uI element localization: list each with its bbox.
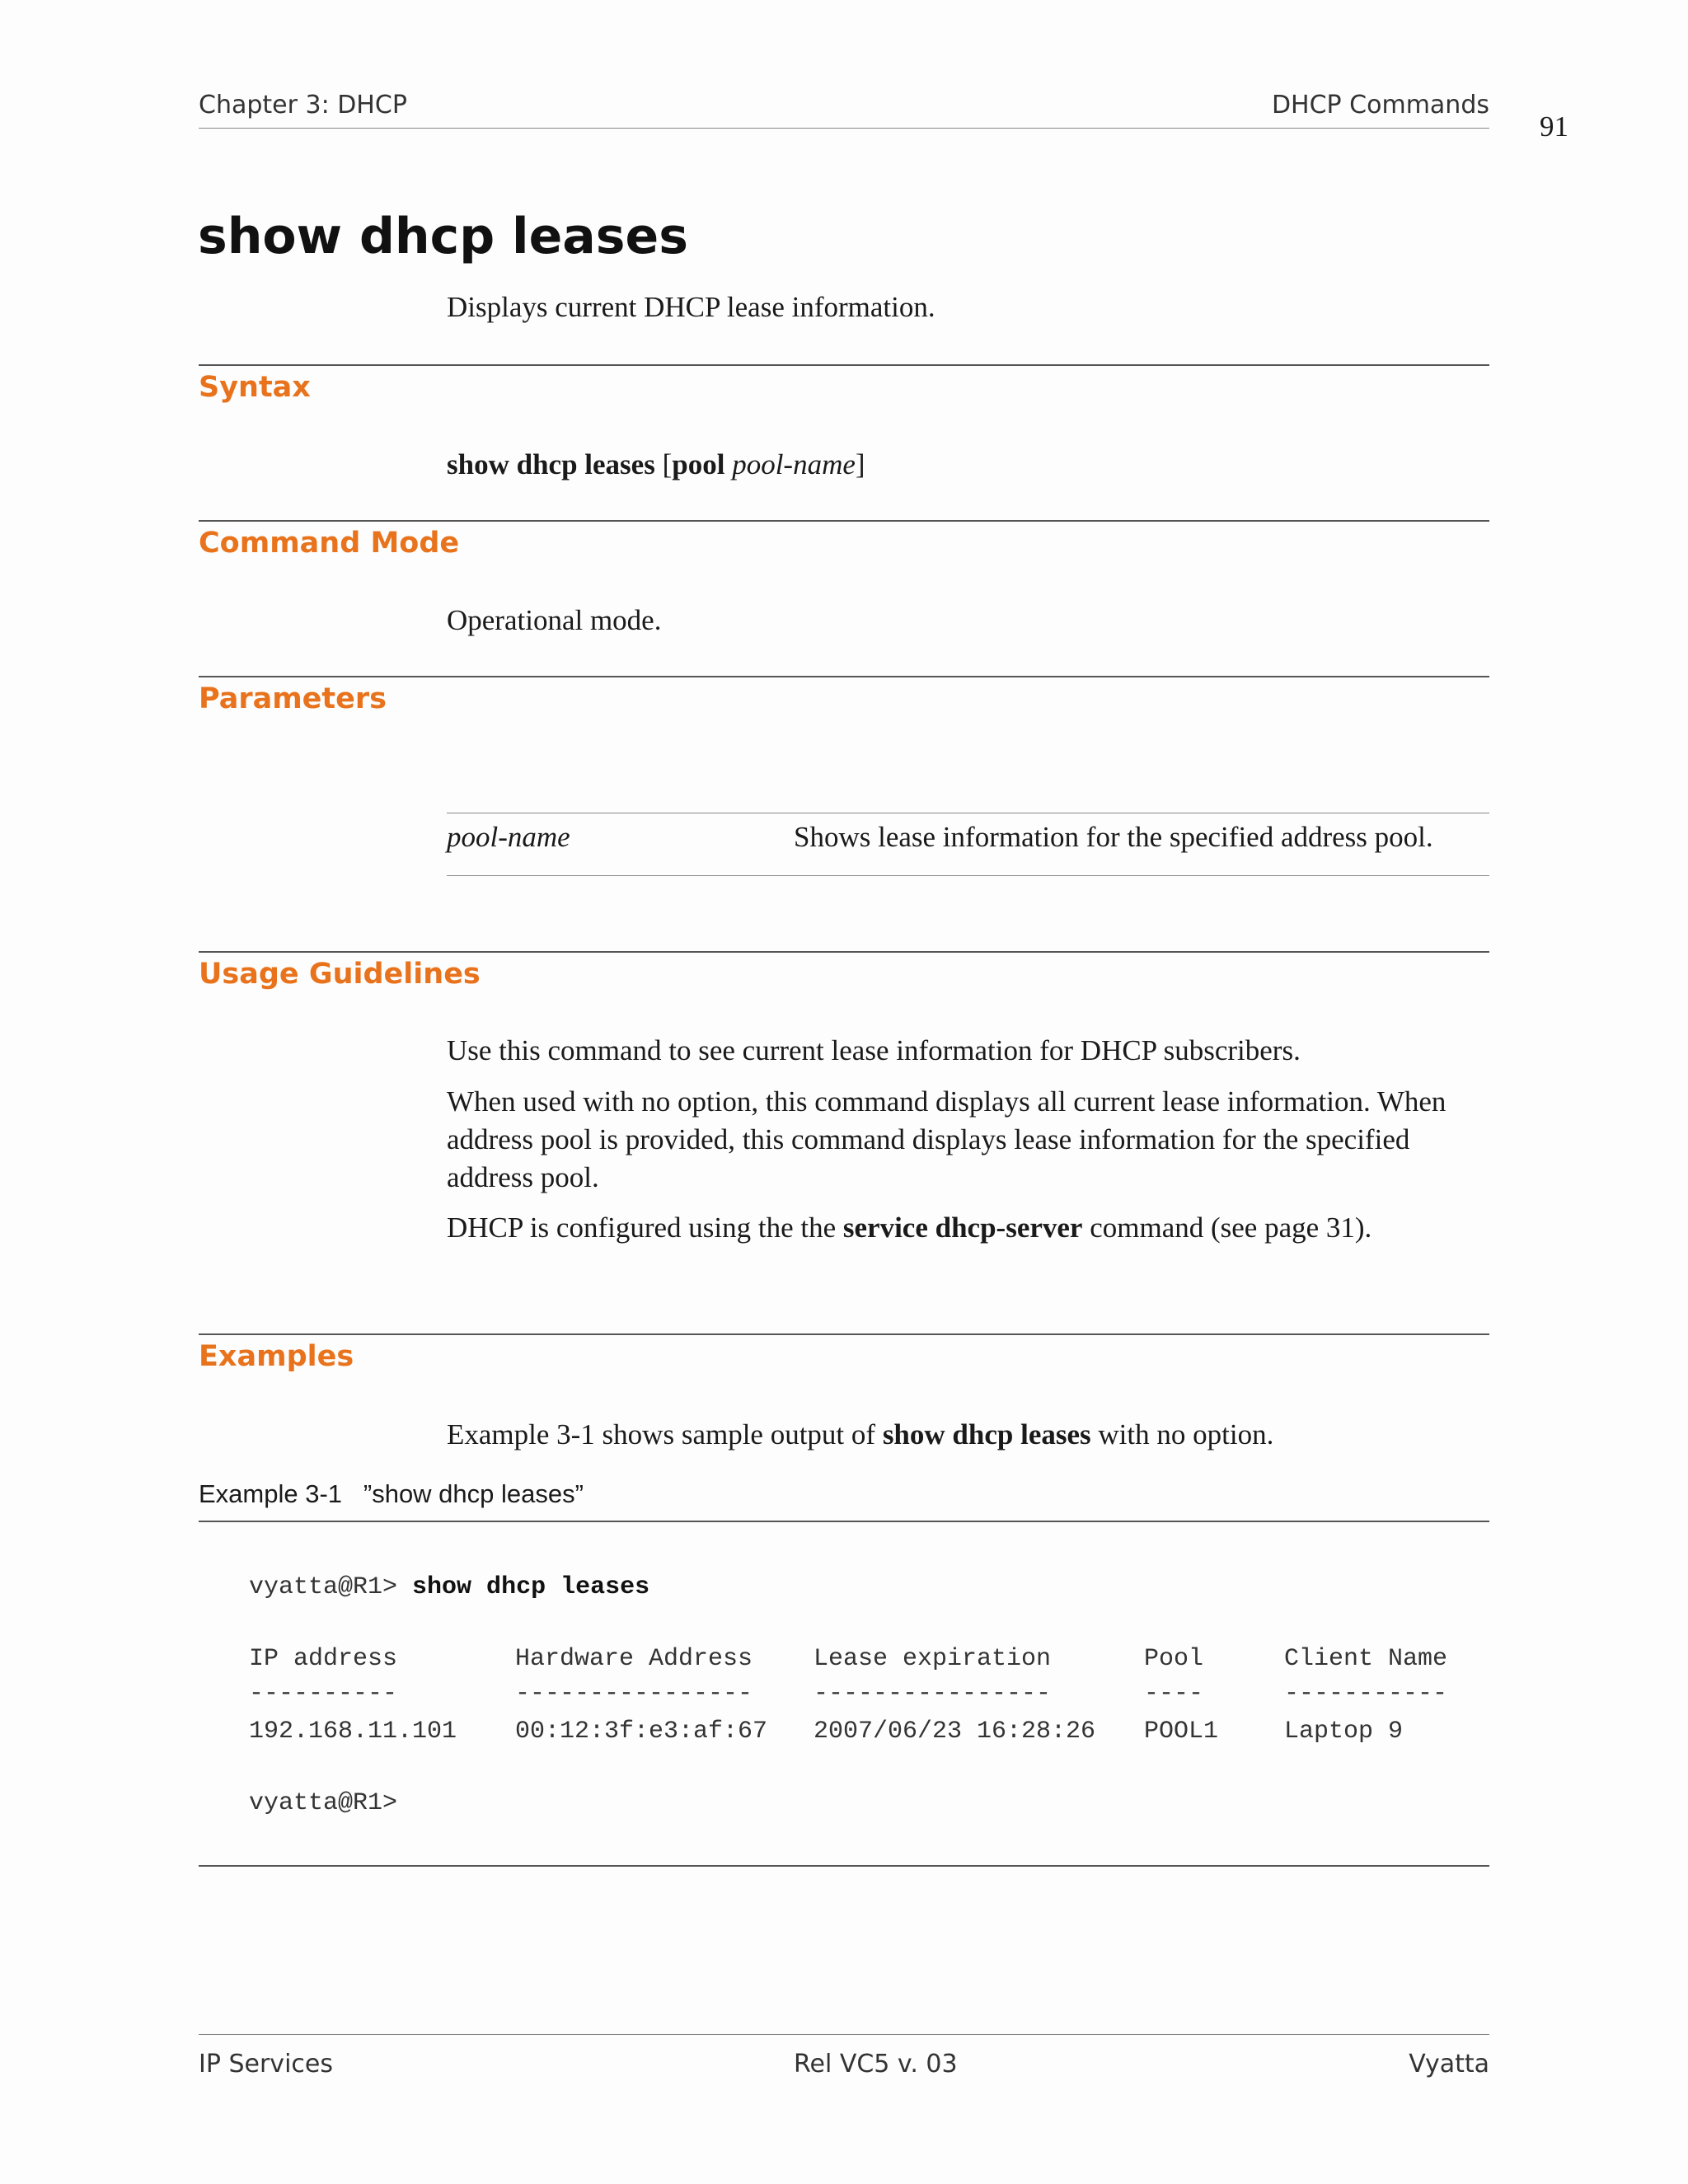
syntax-rule bbox=[199, 364, 1489, 366]
examples-rule bbox=[199, 1333, 1489, 1335]
terminal-prompt: vyatta@R1> bbox=[249, 1573, 413, 1601]
header-rule bbox=[199, 128, 1489, 129]
command-mode-text: Operational mode. bbox=[447, 604, 662, 636]
page-title: show dhcp leases bbox=[198, 208, 688, 265]
footer-center: Rel VC5 v. 03 bbox=[794, 2050, 958, 2079]
example-caption bbox=[199, 1479, 584, 1509]
examples-intro bbox=[447, 1416, 1492, 1454]
col-header-ip: IP address bbox=[249, 1645, 398, 1673]
col-dash-ip: ---------- bbox=[249, 1680, 398, 1708]
example-caption-title: ”show dhcp leases” bbox=[363, 1479, 584, 1508]
param-desc: Shows lease information for the specified address pool. bbox=[794, 821, 1433, 853]
footer-rule bbox=[199, 2034, 1489, 2035]
command-description: Displays current DHCP lease information. bbox=[447, 291, 935, 323]
syntax-param: pool-name bbox=[732, 448, 856, 480]
usage-p3-pre: DHCP is configured using the the bbox=[447, 1212, 843, 1244]
usage-rule bbox=[199, 951, 1489, 953]
col-dash-pool: ---- bbox=[1144, 1680, 1204, 1708]
usage-paragraph-2: When used with no option, this command displays all current lease information. When address pool is provided, this command displays lease information for the specified address pool. bbox=[447, 1085, 1447, 1193]
footer-left: IP Services bbox=[199, 2050, 333, 2079]
col-header-pool: Pool bbox=[1144, 1645, 1204, 1673]
col-dash-hw: ---------------- bbox=[515, 1680, 753, 1708]
usage-paragraph-3 bbox=[447, 1209, 1492, 1247]
examples-heading: Examples bbox=[199, 1340, 354, 1373]
example-top-rule bbox=[199, 1521, 1489, 1522]
terminal-end-prompt: vyatta@R1> bbox=[249, 1789, 398, 1817]
syntax-open-bracket: [ bbox=[662, 448, 673, 480]
param-table-bottom-rule bbox=[447, 875, 1489, 876]
col-dash-lease: ---------------- bbox=[814, 1680, 1052, 1708]
command-mode-rule bbox=[199, 520, 1489, 522]
syntax-keyword: pool bbox=[672, 448, 725, 480]
page-number: 91 bbox=[1540, 110, 1568, 143]
running-header-chapter: Chapter 3: DHCP bbox=[199, 91, 407, 120]
col-header-client: Client Name bbox=[1284, 1645, 1448, 1673]
terminal-command-line bbox=[249, 1573, 649, 1601]
col-header-hw: Hardware Address bbox=[515, 1645, 753, 1673]
terminal-command: show dhcp leases bbox=[412, 1573, 650, 1601]
row-hw: 00:12:3f:e3:af:67 bbox=[515, 1718, 768, 1746]
col-dash-client: ----------- bbox=[1284, 1680, 1448, 1708]
examples-intro-bold: show dhcp leases bbox=[882, 1418, 1091, 1451]
examples-intro-post: with no option. bbox=[1090, 1418, 1274, 1451]
parameters-heading: Parameters bbox=[199, 682, 387, 715]
syntax-close-bracket: ] bbox=[855, 448, 865, 480]
param-name: pool-name bbox=[447, 821, 570, 853]
syntax-line bbox=[447, 446, 1492, 484]
syntax-heading: Syntax bbox=[199, 371, 311, 404]
row-client: Laptop 9 bbox=[1284, 1718, 1404, 1746]
usage-p3-bold: service dhcp-server bbox=[842, 1212, 1083, 1244]
parameters-rule bbox=[199, 676, 1489, 677]
example-bottom-rule bbox=[199, 1865, 1489, 1867]
row-pool: POOL1 bbox=[1144, 1718, 1219, 1746]
footer-right: Vyatta bbox=[1409, 2050, 1489, 2079]
running-header-section: DHCP Commands bbox=[1271, 91, 1489, 120]
usage-p3-post: command (see page 31). bbox=[1082, 1212, 1372, 1244]
command-mode-heading: Command Mode bbox=[199, 527, 460, 560]
example-caption-label: Example 3-1 bbox=[199, 1479, 343, 1508]
syntax-command: show dhcp leases bbox=[447, 448, 655, 480]
examples-intro-pre: Example 3-1 shows sample output of bbox=[447, 1418, 883, 1451]
usage-heading: Usage Guidelines bbox=[199, 958, 481, 991]
col-header-lease: Lease expiration bbox=[814, 1645, 1052, 1673]
row-lease: 2007/06/23 16:28:26 bbox=[814, 1718, 1096, 1746]
row-ip: 192.168.11.101 bbox=[249, 1718, 457, 1746]
usage-paragraph-1: Use this command to see current lease information for DHCP subscribers. bbox=[447, 1034, 1301, 1066]
